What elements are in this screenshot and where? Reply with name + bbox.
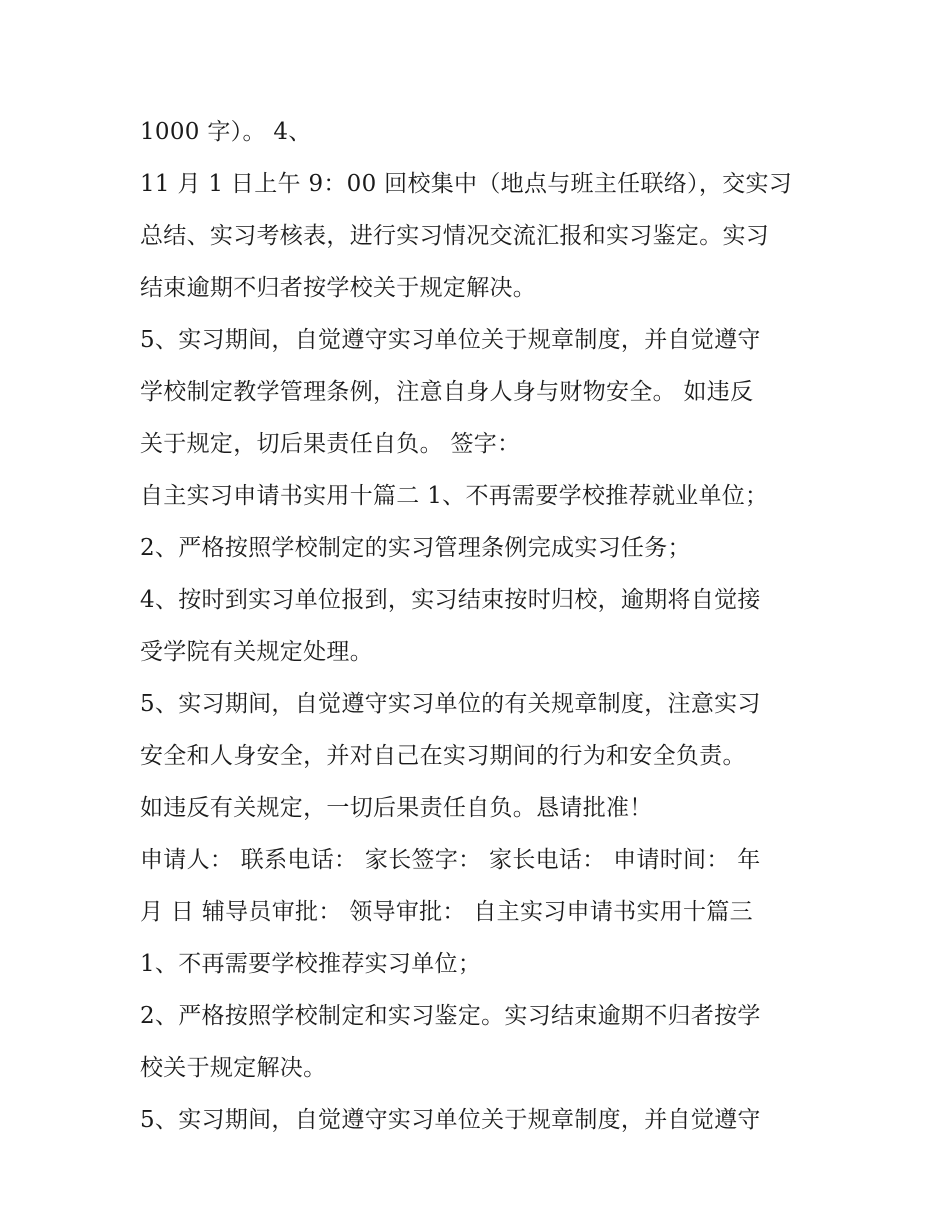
- text-line: 1、不再需要学校推荐实习单位；: [140, 951, 482, 977]
- text-line: 校关于规定解决。: [140, 1055, 327, 1081]
- text-line: 结束逾期不归者按学校关于规定解决。: [140, 275, 537, 301]
- text-line: 关于规定，切后果责任自负。 签字：: [140, 431, 521, 457]
- text-line: 月 日 辅导员审批： 领导审批： 自主实习申请书实用十篇三: [140, 899, 753, 925]
- document-body: [140, 106, 820, 1146]
- text-line: 1000 字）。 4、: [140, 119, 312, 145]
- text-line: 如违反有关规定，一切后果责任自负。恳请批准！: [140, 795, 653, 821]
- text-line: 总结、实习考核表，进行实习情况交流汇报和实习鉴定。实习: [140, 223, 770, 249]
- text-line: 2、严格按照学校制定和实习鉴定。实习结束逾期不归者按学: [140, 1003, 761, 1029]
- text-line: 受学院有关规定处理。: [140, 639, 373, 665]
- text-line: 5、实习期间，自觉遵守实习单位的有关规章制度，注意实习: [140, 691, 761, 717]
- text-line: 自主实习申请书实用十篇二 1、不再需要学校推荐就业单位；: [140, 483, 769, 509]
- text-line: 2、严格按照学校制定的实习管理条例完成实习任务；: [140, 535, 691, 561]
- text-line: 5、实习期间，自觉遵守实习单位关于规章制度，并自觉遵守: [140, 1107, 761, 1133]
- text-line: 11 月 1 日上午 9：00 回校集中（地点与班主任联络），交实习: [140, 171, 793, 197]
- text-line: 申请人： 联系电话： 家长签字： 家长电话： 申请时间： 年: [140, 847, 761, 873]
- text-line: 4、按时到实习单位报到，实习结束按时归校，逾期将自觉接: [140, 587, 761, 613]
- text-line: 学校制定教学管理条例，注意自身人身与财物安全。 如违反: [140, 379, 754, 405]
- text-line: 安全和人身安全，并对自己在实习期间的行为和安全负责。: [140, 743, 746, 769]
- text-line: 5、实习期间，自觉遵守实习单位关于规章制度，并自觉遵守: [140, 327, 761, 353]
